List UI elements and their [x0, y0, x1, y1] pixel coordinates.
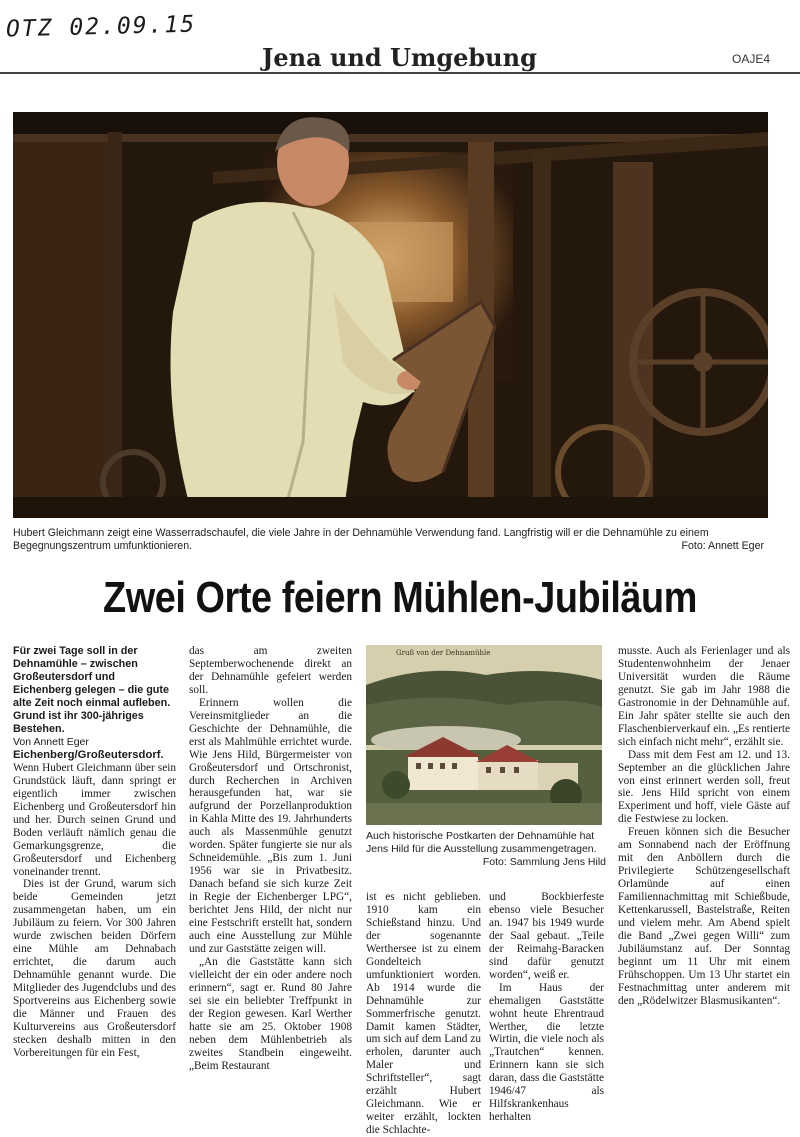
paragraph: Dies ist der Grund, warum sich beide Gemeinden jetzt zusammengetan haben, um ein Jubiläum zu feiern. Vor 300 Jahren wurde zwischen beiden Dörfern eine Mühle am Dehnabach errichtet, die darum auch Dehnamühle genannt wurde. Die Mitglieder des Jugendclubs und des Sportvereins aus Eichenberg sowie die Männer und Frauen des Kulturvereins aus Großeutersdorf stecken deshalb mitten in den Vorbereitungen für ein Fest,: [13, 878, 176, 1059]
postcard-caption: [366, 830, 606, 869]
article-column-5: [618, 645, 790, 1008]
paragraph: ist es nicht geblieben. 1910 kam ein Schießstand hinzu. Und der sogenannte Werthersee ist zu einem Gondelteich umfunktioniert worden. Ab 1914 wurde die Dehnamühle zur Sommerfrische genutzt. Damit kamen Städter, um sich auf dem Land zu erholen, darunter auch Maler und Schriftsteller“, sagt erzählt Hubert Gleichmann. Wie er weiter erzählt, lockten die Schlachte-: [366, 891, 481, 1137]
historic-postcard: [366, 645, 602, 825]
article-column-3: [366, 891, 481, 1137]
header-rule: [0, 72, 800, 74]
article-column-2: [189, 645, 352, 1072]
paragraph: Dass mit dem Fest am 12. und 13. September an die glücklichen Jahre von einst erinnert werden soll, freut sie. Jens Hild spricht von einem Experiment und hoff, viele Gäste auf die Festwiese zu locken.: [618, 748, 790, 826]
article-column-4: [489, 891, 604, 1124]
postcard-credit: Foto: Sammlung Jens Hild: [482, 856, 606, 868]
page-code: OAJE4: [731, 52, 770, 66]
paragraph: Freuen können sich die Besucher am Sonnabend nach der Eröffnung mit den Anböllern durch die Privilegierte Schützengesellschaft Orlamünde auf einen Familiennachmittag mit Schießbude, Kettenkarussell, Bastelstraße, Reiten und vielem mehr. Am Abend spielt die Band „Zwei gegen Willi“ zum Jubiläumstanz auf. Der Sonntag beginnt um 11 Uhr mit einem Frühschoppen. Um 13 Uhr startet ein Festnachmittag unter anderem mit den „Rödelwitzer Blasmusikanten“.: [618, 826, 790, 1007]
article-lead: Für zwei Tage soll in der Dehnamühle – zwischen Großeutersdorf und Eichenberg gelegen – die gute alte Zeit noch einmal aufleben. Grund ist ihr 300-jähriges Bestehen.: [13, 645, 171, 735]
paragraph: „An die Gaststätte kann sich vielleicht der ein oder andere noch erinnern“, sagt er. Rund 80 Jahre sei sie ein beliebter Treffpunkt in der Region gewesen. Karl Werther hatte sie am 25. Oktober 1908 neben dem Mühlenbetrieb als zweites Standbein eingeweiht. „Beim Restaurant: [189, 955, 352, 1072]
postcard-image: [366, 645, 602, 825]
main-photo: [13, 112, 768, 518]
postcard-inscription: Gruß von der Dehnamühle: [396, 649, 491, 657]
paragraph: Wenn Hubert Gleichmann über sein Grundstück läuft, dann springt er eigentlich immer zwischen Eichenberg und Großeutersdorf hin und her. Durch seinen Grund und Boden verläuft nämlich genau die Gemarkungsgrenze, die Großeutersdorf und Eichenberg voneinander trennt.: [13, 761, 176, 878]
article-headline: Zwei Orte feiern Mühlen-Jubiläum: [103, 573, 697, 622]
section-title: Jena und Umgebung: [262, 43, 537, 72]
photo-caption: [13, 527, 768, 553]
paragraph: musste. Auch als Ferienlager und als Studentenwohnheim der Jenaer Universität wurden die Räume genutzt. Sie gab im Jahr 1988 die Gastronomie in der Dehnamühle auf. Ein Jahr später stellte sie auch den Flaschenbierverkauf ein. „Es rentierte sich einfach nicht mehr“, erzählt sie.: [618, 645, 790, 748]
paragraph: Erinnern wollen die Vereinsmitglieder an die Geschichte der Dehnamühle, die erst als Mahlmühle errichtet wurde. Wie Jens Hild, Bürgermeister von Großeutersdorf und Ortschronist, durch Recherchen in Archiven herausgefunden hat, war sie aufgrund der Porzellanproduktion in Kahla Mitte des 19. Jahrhunderts auch als Massenmühle genutzt worden. Später fungierte sie nur als Schneidemühle. „Bis zum 1. Juni 1956 war sie in Privatbesitz. Danach befand sie sich kurze Zeit in Regie der Eichenberger LPG“, berichtet Jens Hild, der nicht nur eine Festschrift erstellt hat, sondern auch eine Ausstellung zur Mühle und zur Gaststätte zeigen will.: [189, 696, 352, 955]
postcard-caption-text: Auch historische Postkarten der Dehnamühle hat Jens Hild für die Ausstellung zusammengetragen.: [366, 830, 597, 855]
article-column-1: [13, 645, 176, 1060]
photo-credit: Foto: Annett Eger: [681, 540, 764, 552]
mill-interior-photo: [13, 112, 768, 518]
paragraph: und Bockbierfeste ebenso viele Besucher an. 1947 bis 1949 wurde der Saal gebaut. „Teile der Reimahg-Baracken sind dafür genutzt worden“, weiß er.: [489, 891, 604, 981]
handwritten-date-note: OTZ 02.09.15: [5, 11, 197, 43]
article-author: Von Annett Eger: [13, 736, 89, 748]
paragraph: das am zweiten Septemberwochenende direkt an der Dehnamühle gefeiert werden soll.: [189, 645, 352, 696]
article-dateline: Eichenberg/Großeutersdorf.: [13, 748, 164, 761]
paragraph: Im Haus der ehemaligen Gaststätte wohnt heute Ehrentraud Werther, die letzte Wirtin, die viele noch als „Trautchen“ kennen. Erinnern kann sie sich daran, dass die Gaststätte 1946/47 als Hilfskrankenhaus herhalten: [489, 981, 604, 1124]
photo-caption-text: Hubert Gleichmann zeigt eine Wasserradschaufel, die viele Jahre in der Dehnamühle Verwendung fand. Langfristig will er die Dehnamühle zu einem Begegnungszentrum umfunktionieren.: [13, 527, 709, 552]
